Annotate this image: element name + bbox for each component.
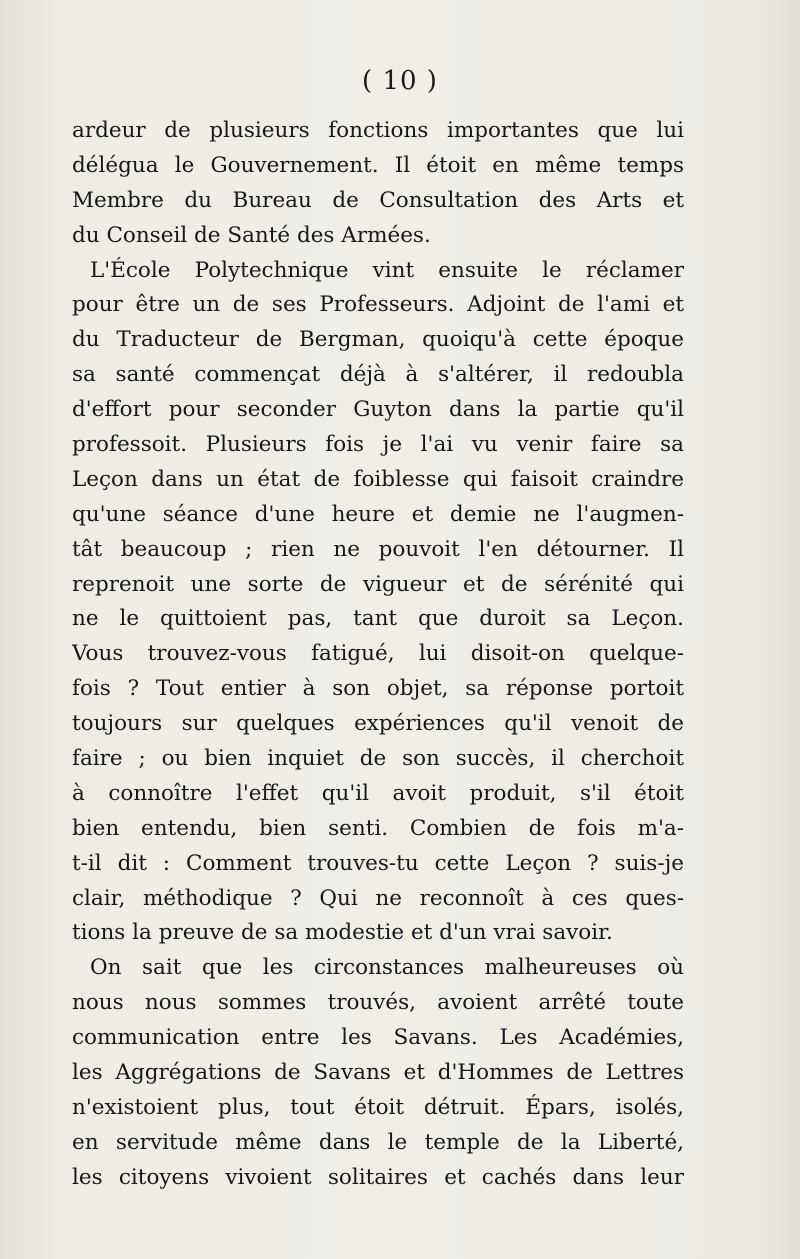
text-line: nous nous sommes trouvés, avoient arrêté toute	[72, 990, 684, 1016]
text-line: toujours sur quelques expériences qu'il venoit de	[72, 711, 684, 737]
text-line: professoit. Plusieurs fois je l'ai vu venir faire sa	[72, 432, 684, 458]
text-line: t-il dit : Comment trouves-tu cette Leçon ? suis-je	[72, 850, 684, 876]
text-line: d'effort pour seconder Guyton dans la partie qu'il	[72, 397, 684, 423]
text-line: Membre du Bureau de Consultation des Arts et	[72, 187, 684, 213]
text-line: tions la preuve de sa modestie et d'un vrai savoir.	[72, 920, 613, 946]
page-number: ( 10 )	[362, 66, 438, 96]
text-line: bien entendu, bien senti. Combien de fois m'a-	[72, 815, 684, 841]
text-line: Leçon dans un état de foiblesse qui faisoit craindre	[72, 466, 684, 492]
text-line: en servitude même dans le temple de la Liberté,	[72, 1129, 684, 1155]
text-line: délégua le Gouvernement. Il étoit en même temps	[72, 152, 684, 178]
text-line: clair, méthodique ? Qui ne reconnoît à ces ques-	[72, 885, 684, 911]
text-line: fois ? Tout entier à son objet, sa réponse portoit	[72, 676, 684, 702]
text-line: L'École Polytechnique vint ensuite le réclamer	[90, 257, 684, 283]
text-line: du Conseil de Santé des Armées.	[72, 222, 431, 248]
text-line: Vous trouvez-vous fatigué, lui disoit-on quelque-	[72, 641, 684, 667]
text-line: du Traducteur de Bergman, quoiqu'à cette époque	[72, 327, 684, 353]
text-line: tât beaucoup ; rien ne pouvoit l'en détourner. Il	[72, 536, 684, 562]
text-line: les citoyens vivoient solitaires et cachés dans leur	[72, 1164, 684, 1190]
text-line: ne le quittoient pas, tant que duroit sa Leçon.	[72, 606, 684, 632]
text-line: reprenoit une sorte de vigueur et de sérénité qui	[72, 571, 684, 597]
text-line: On sait que les circonstances malheureuses où	[90, 955, 684, 981]
text-line: n'existoient plus, tout étoit détruit. Épars, isolés,	[72, 1094, 684, 1120]
text-line: les Aggrégations de Savans et d'Hommes de Lettres	[72, 1060, 684, 1086]
text-line: qu'une séance d'une heure et demie ne l'augmen-	[72, 501, 684, 527]
text-line: à connoître l'effet qu'il avoit produit, s'il étoit	[72, 780, 684, 806]
text-line: faire ; ou bien inquiet de son succès, il cherchoit	[72, 746, 684, 772]
text-line: sa santé commençat déjà à s'altérer, il redoubla	[72, 362, 684, 388]
text-line: pour être un de ses Professeurs. Adjoint de l'ami et	[72, 292, 684, 318]
text-line: communication entre les Savans. Les Académies,	[72, 1025, 684, 1051]
text-line: ardeur de plusieurs fonctions importantes que lui	[72, 118, 684, 143]
body-text	[72, 114, 684, 1196]
